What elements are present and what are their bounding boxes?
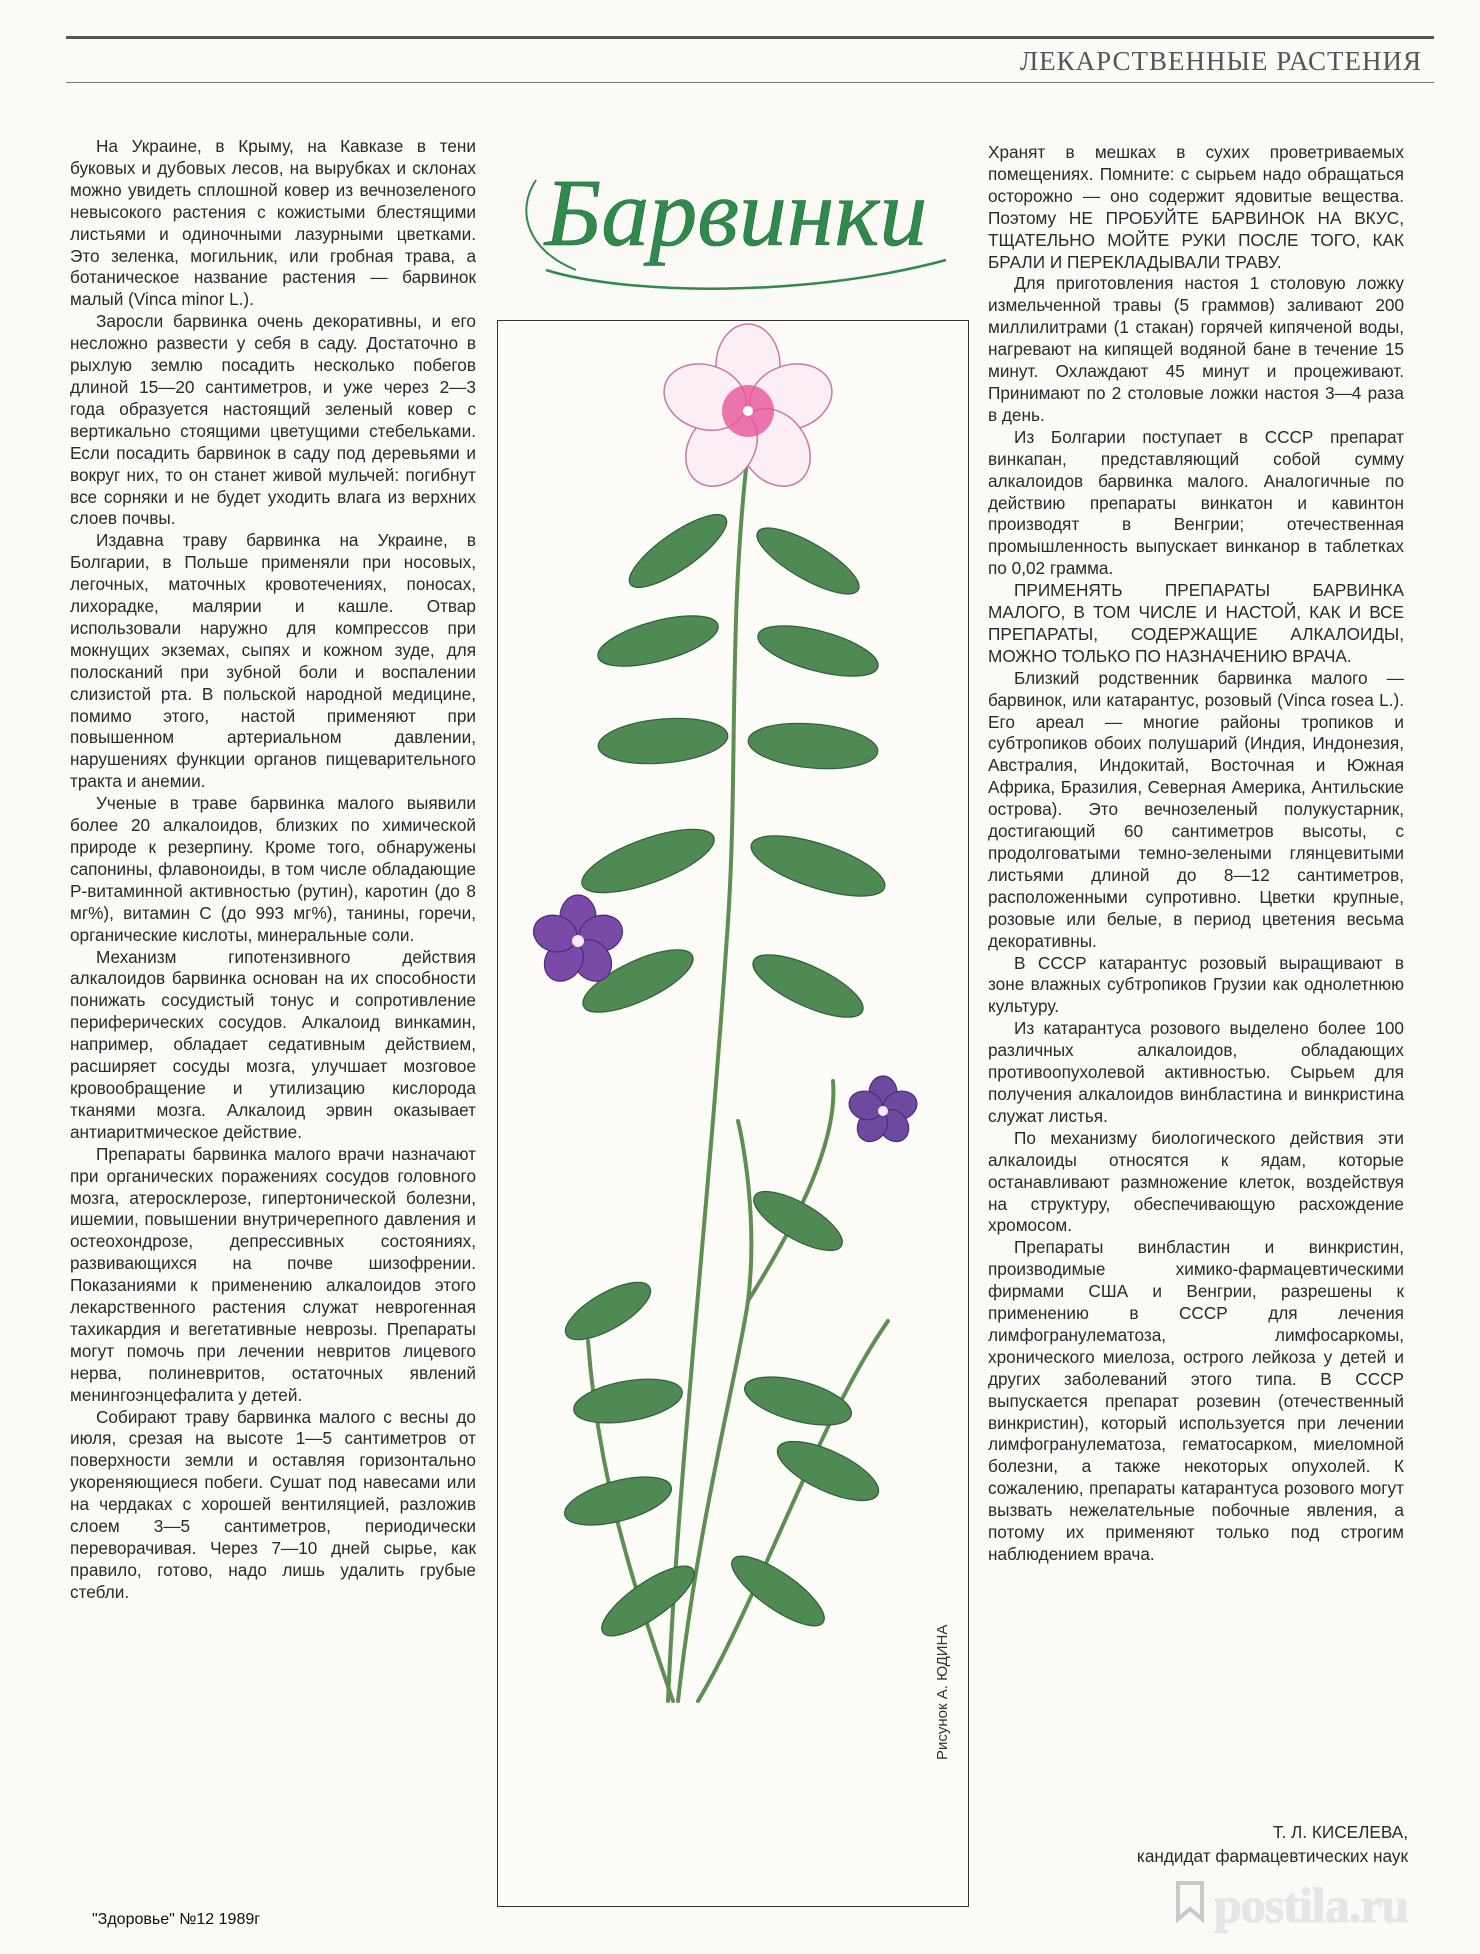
paragraph: Из Болгарии поступает в СССР препарат винкапан, представляющий собой сумму алкалоидов барвинка малого. Аналогичные по действию препараты винкатон и кавинтон производят в Венгрии; отечественная промышленность выпускает винканор в таблетках по 0,02 грамма. bbox=[988, 426, 1404, 579]
source-citation: "Здоровье" №12 1989г bbox=[92, 1911, 261, 1928]
right-column bbox=[988, 142, 1404, 1566]
paragraph: По механизму биологического действия эти алкалоиды относятся к ядам, которые останавливают размножение клеток, воздействуя на структуру, обеспечивающую расхождение хромосом. bbox=[988, 1127, 1404, 1236]
watermark bbox=[1172, 1870, 1462, 1940]
paragraph: В СССР катарантус розовый выращивают в зоне влажных субтропиков Грузии как однолетнюю культуру. bbox=[988, 952, 1404, 1017]
periwinkle-illustration bbox=[498, 321, 968, 1906]
paragraph: Близкий родственник барвинка малого — барвинок, или катарантус, розовый (Vinca rosea L.). Его ареал — многие районы тропиков и субтропиков обоих полушарий (Индия, Индонезия, Австралия, Индокитай, Восточная и Южная Африка, Бразилия, Северная Америка, Антильские острова). Это вечнозеленый полукустарник, достигающий 60 сантиметров высоты, с продолговатыми темно-зелеными глянцевитыми листьями длиной до 8—12 сантиметров, расположенными супротивно. Цветки крупные, розовые или белые, в период цветения весьма декоративны. bbox=[988, 667, 1404, 951]
article-title-text: Барвинки bbox=[544, 159, 928, 266]
header-thin-rule bbox=[66, 82, 1434, 83]
illustration-frame bbox=[497, 320, 969, 1907]
author-name: Т. Л. КИСЕЛЕВА, bbox=[1272, 1822, 1408, 1842]
paragraph: Заросли барвинка очень декоративны, и его несложно развести у себя в саду. Достаточно в рыхлую землю посадить несколько побегов длиной 15—20 сантиметров, и уже через 2—3 года образуется настоящий зеленый ковер с вертикально стоящими цветущими стебельками. Если посадить барвинок в саду под деревьями и вокруг них, то он станет живой мульчей: погибнут все сорняки и не будет уходить влага из верхних слоев почвы. bbox=[70, 311, 476, 529]
watermark-text: postila.ru bbox=[1214, 1877, 1409, 1933]
watermark-logo-icon bbox=[1172, 1879, 1208, 1931]
author-title: кандидат фармацевтических наук bbox=[1136, 1846, 1408, 1866]
paragraph: Механизм гипотензивного действия алкалоидов барвинка основан на их способности понижать сосудистый тонус и сопротивление периферических сосудов. Алкалоид винкамин, например, обладает седативным действием, расширяет сосуды мозга, улучшает мозговое кровообращение и утилизацию кислорода тканями мозга. Алкалоид эрвин оказывает антиаритмическое действие. bbox=[70, 946, 476, 1142]
paragraph: Из катарантуса розового выделено более 100 различных алкалоидов, обладающих противоопухолевой активностью. Сырьем для получения алкалоидов винбластина и винкристина служат листья. bbox=[988, 1018, 1404, 1126]
paragraph: Издавна траву барвинка на Украине, в Болгарии, в Польше применяли при носовых, легочных, маточных кровотечениях, поносах, лихорадке, малярии и кашле. Отвар использовали наружно для компрессов при мокнущих экземах, сыпях и кожном зуде, для полосканий при зубной боли и воспалении слизистой рта. В польской народной медицине, помимо этого, настой применяют при повышенном артериальном давлении, нарушениях функции органов пищеварительного тракта и анемии. bbox=[70, 530, 476, 792]
paragraph: Для приготовления настоя 1 столовую ложку измельченной травы (5 граммов) заливают 200 миллилитрами (1 стакан) горячей кипяченой воды, нагревают на кипящей водяной бане в течение 15 минут. Охлаждают 45 минут и процеживают. Принимают по 2 столовые ложки настоя 3—4 раза в день. bbox=[988, 273, 1404, 425]
paragraph: ПРИМЕНЯТЬ ПРЕПАРАТЫ БАРВИНКА МАЛОГО, В ТОМ ЧИСЛЕ И НАСТОЙ, КАК И ВСЕ ПРЕПАРАТЫ, СОДЕРЖАЩИЕ АЛКАЛОИДЫ, МОЖНО ТОЛЬКО ПО НАЗНАЧЕНИЮ ВРАЧА. bbox=[988, 580, 1404, 666]
left-column bbox=[70, 136, 476, 1604]
paragraph: Препараты барвинка малого врачи назначают при органических поражениях сосудов головного мозга, атеросклерозе, гипертонической болезни, ишемии, повышении внутричерепного давления и остеохондрозе, депрессивных состояниях, развивающихся на почве шизофрении. Показаниями к применению алкалоидов этого лекарственного растения служат неврогенная тахикардия и вегетативные неврозы. Препараты могут помочь при лечении невритов лицевого нерва, полиневритов, остаточных явлений менингоэнцефалита у детей. bbox=[70, 1143, 476, 1405]
header-rule bbox=[66, 36, 1434, 39]
paragraph: На Украине, в Крыму, на Кавказе в тени буковых и дубовых лесов, на вырубках и склонах можно увидеть сплошной ковер из вечнозеленого невысокого растения с кожистыми блестящими листьями и одиночными лазурными цветками. Это зеленка, могильник, или гробная трава, а ботаническое название растения — барвинок малый (Vinca minor L.). bbox=[70, 136, 476, 310]
article-title bbox=[506, 120, 966, 320]
pink-flower bbox=[655, 324, 840, 500]
paragraph: Собирают траву барвинка малого с весны до июля, срезая на высоте 1—5 сантиметров от поверхности земли и оставляя горизонтально укореняющиеся побеги. Сушат под навесами или на чердаках с хорошей вентиляцией, разложив слоем 3—5 сантиметров, периодически переворачивая. Через 7—10 дней сырье, как правило, готово, надо лишь удалить грубые стебли. bbox=[70, 1406, 476, 1602]
author-signature bbox=[1137, 1820, 1408, 1868]
purple-flower-small bbox=[845, 1076, 920, 1148]
paragraph: Хранят в мешках в сухих проветриваемых помещениях. Помните: с сырьем надо обращаться осторожно — оно содержит ядовитые вещества. Поэтому НЕ ПРОБУЙТЕ БАРВИНОК НА ВКУС, ТЩАТЕЛЬНО МОЙТЕ РУКИ ПОСЛЕ ТОГО, КАК БРАЛИ И ПЕРЕКЛАДЫВАЛИ ТРАВУ. bbox=[988, 142, 1404, 272]
section-title: ЛЕКАРСТВЕННЫЕ РАСТЕНИЯ bbox=[1019, 46, 1422, 76]
paragraph: Ученые в траве барвинка малого выявили более 20 алкалоидов, близких по химической природе к резерпину. Кроме того, обнаружены сапонины, флавоноиды, в том числе обладающие Р-витаминной активностью (рутин), каротин (до 8 мг%), витамин С (до 993 мг%), танины, горечи, органические кислоты, минеральные соли. bbox=[70, 793, 476, 945]
paragraph: Препараты винбластин и винкристин, производимые химико-фармацевтическими фирмами США и Венгрии, разрешены к применению в СССР для лечения лимфогранулематоза, лимфосаркомы, хронического миелоза, острого лейкоза у детей и других заболеваний этого типа. В СССР выпускается препарат розевин (отечественный винкристин), который используется при лечении лимфогранулематоза, гематосарком, миеломной болезни, а также некоторых опухолей. К сожалению, препараты катарантуса розового могут вызвать нежелательные побочные явления, а потому их применяют только под строгим наблюдением врача. bbox=[988, 1237, 1404, 1564]
illustration-credit: Рисунок А. ЮДИНА bbox=[934, 1624, 951, 1760]
